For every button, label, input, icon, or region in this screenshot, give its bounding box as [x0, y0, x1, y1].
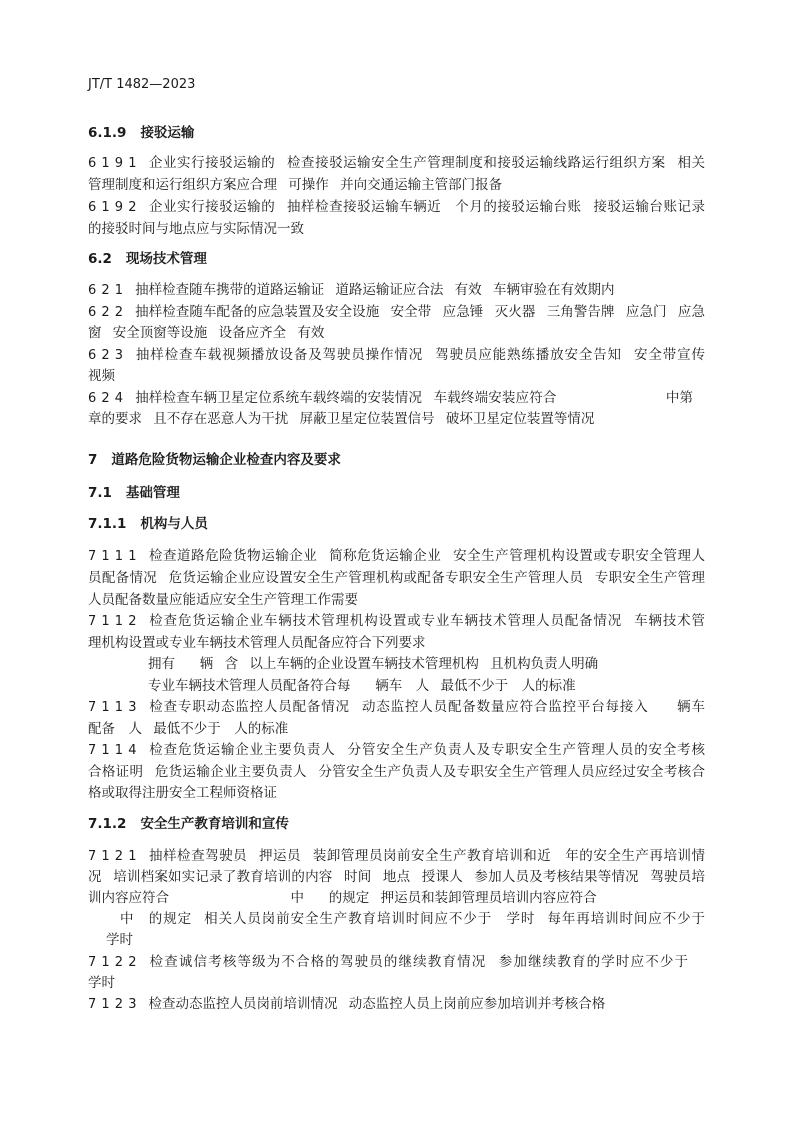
- clause-text: 检查专职动态监控人员配备情况 动态监控人员配备数量应符合监控平台每接入 辆车: [148, 699, 705, 715]
- clause-text: 企业实行接驳运输的 抽样检查接驳运输车辆近 个月的接驳运输台账 接驳运输台账记录: [148, 199, 705, 215]
- clause-7-1-1-2-line-1: [88, 611, 705, 631]
- clause-7-1-1-4-line-3: 格或取得注册安全工程师资格证: [88, 785, 277, 801]
- standard-code: JT/T 1482—2023: [88, 77, 196, 92]
- clause-7-1-2-2-line-2: 学时: [88, 975, 115, 991]
- clause-6-2-4-line-2: 章的要求 且不存在恶意人为干扰 屏蔽卫星定位装置信号 破坏卫星定位装置等情况: [88, 411, 595, 427]
- clause-7-1-1-1-line-3: 人员配备数量应能适应安全生产管理工作需要: [88, 592, 358, 608]
- clause-7-1-1-4-line-2: 合格证明 危货运输企业主要负责人 分管安全生产负责人及专职安全生产管理人员应经过安全考核合: [88, 764, 705, 780]
- clause-text: 企业实行接驳运输的 检查接驳运输安全生产管理制度和接驳运输线路运行组织方案 相关: [148, 155, 705, 171]
- chapter-heading-7: [88, 450, 341, 470]
- clause-7-1-2-1-line-3: 训内容应符合 中 的规定 押运员和装卸管理员培训内容应符合: [88, 890, 597, 906]
- clause-6-1-9-1-line-1: [88, 153, 705, 173]
- clause-6-1-9-2-line-2: 的接驳时间与地点应与实际情况一致: [88, 221, 304, 237]
- chapter-number: 7: [88, 452, 98, 468]
- section-heading-7-1-1: [88, 514, 208, 534]
- clause-number: 7 1 1 2: [88, 614, 137, 629]
- section-heading-7-1: [88, 483, 180, 503]
- section-heading-6-1-9: [88, 123, 194, 143]
- clause-7-1-1-4-line-1: [88, 740, 705, 760]
- section-heading-6-2: [88, 249, 207, 269]
- clause-7-1-1-1-line-2: 员配备情况 危货运输企业应设置安全生产管理机构或配备专职安全生产管理人员 专职安全生产管理: [88, 570, 705, 586]
- clause-7-1-2-3-line-1: [88, 994, 605, 1014]
- clause-number: 7 1 2 3: [88, 997, 137, 1012]
- section-number: 6.1.9: [88, 125, 127, 141]
- clause-number: 7 1 1 1: [88, 549, 137, 564]
- clause-number: 6 1 9 1: [88, 156, 137, 171]
- clause-number: 7 1 2 1: [88, 849, 137, 864]
- clause-7-1-1-3-line-1: [88, 697, 705, 717]
- list-item: 拥有 辆 含 以上车辆的企业设置车辆技术管理机构 且机构负责人明确: [148, 656, 599, 672]
- clause-text: 检查道路危险货物运输企业 简称危货运输企业 安全生产管理机构设置或专职安全管理人: [148, 548, 705, 564]
- clause-7-1-1-2-line-2: 理机构设置或专业车辆技术管理人员配备应符合下列要求: [88, 635, 426, 651]
- clause-text: 抽样检查驾驶员 押运员 装卸管理员岗前安全生产教育培训和近 年的安全生产再培训情: [148, 848, 705, 864]
- clause-text: 检查危货运输企业车辆技术管理机构设置或专业车辆技术管理人员配备情况 车辆技术管: [148, 613, 705, 629]
- clause-text: 抽样检查随车配备的应急装置及安全设施 安全带 应急锤 灭火器 三角警告牌 应急门 应急: [135, 304, 705, 320]
- clause-number: 7 1 2 2: [88, 955, 137, 970]
- section-title: 基础管理: [125, 485, 180, 501]
- clause-text: 抽样检查车载视频播放设备及驾驶员操作情况 驾驶员应能熟练播放安全告知 安全带宣传: [135, 347, 705, 363]
- clause-6-2-3-line-1: [88, 345, 705, 365]
- clause-text: 抽样检查随车携带的道路运输证 道路运输证应合法 有效 车辆审验在有效期内: [135, 282, 615, 298]
- clause-7-1-1-1-line-1: [88, 546, 705, 566]
- clause-6-2-2-line-1: [88, 302, 705, 322]
- section-title: 机构与人员: [140, 516, 208, 532]
- clause-6-2-1-line-1: [88, 280, 614, 300]
- clause-7-1-2-1-line-4: 中 的规定 相关人员岗前安全生产教育培训时间应不少于 学时 每年再培训时间应不少于: [120, 911, 705, 927]
- section-number: 7.1.2: [88, 816, 127, 832]
- clause-6-2-2-line-2: 窗 安全顶窗等设施 设备应齐全 有效: [88, 325, 325, 341]
- clause-7-1-2-2-line-1: [88, 952, 688, 972]
- section-title: 现场技术管理: [125, 251, 207, 267]
- section-title: 安全生产教育培训和宣传: [140, 816, 289, 832]
- clause-text: 检查动态监控人员岗前培训情况 动态监控人员上岗前应参加培训并考核合格: [148, 996, 606, 1012]
- clause-6-2-4-line-1: [88, 388, 693, 408]
- section-number: 6.2: [88, 251, 112, 267]
- list-item: 专业车辆技术管理人员配备符合每 辆车 人 最低不少于 人的标准: [148, 678, 576, 694]
- clause-text: 抽样检查车辆卫星定位系统车载终端的安装情况 车载终端安装应符合 中第: [135, 390, 693, 406]
- clause-number: 6 1 9 2: [88, 200, 137, 215]
- clause-number: 7 1 1 4: [88, 743, 137, 758]
- chapter-title: 道路危险货物运输企业检查内容及要求: [111, 452, 341, 468]
- section-heading-7-1-2: [88, 814, 289, 834]
- clause-number: 6 2 4: [88, 391, 124, 406]
- clause-number: 6 2 3: [88, 348, 124, 363]
- clause-7-1-1-3-line-2: 配备 人 最低不少于 人的标准: [88, 721, 289, 737]
- clause-6-1-9-2-line-1: [88, 197, 705, 217]
- clause-text: 检查危货运输企业主要负责人 分管安全生产负责人及专职安全生产管理人员的安全考核: [148, 742, 705, 758]
- clause-6-2-3-line-2: 视频: [88, 368, 115, 384]
- clause-number: 6 2 1: [88, 283, 124, 298]
- section-title: 接驳运输: [140, 125, 195, 141]
- clause-7-1-2-1-line-2: 况 培训档案如实记录了教育培训的内容 时间 地点 授课人 参加人员及考核结果等情况 驾驶员培: [88, 869, 705, 885]
- clause-text: 检查诚信考核等级为不合格的驾驶员的继续教育情况 参加继续教育的学时应不少于: [148, 954, 688, 970]
- clause-6-1-9-1-line-2: 管理制度和运行组织方案应合理 可操作 并向交通运输主管部门报备: [88, 177, 503, 193]
- section-number: 7.1.1: [88, 516, 127, 532]
- clause-number: 7 1 1 3: [88, 700, 137, 715]
- section-number: 7.1: [88, 485, 112, 501]
- clause-number: 6 2 2: [88, 305, 124, 320]
- clause-7-1-2-1-line-5: 学时: [106, 932, 133, 948]
- clause-7-1-2-1-line-1: [88, 846, 705, 866]
